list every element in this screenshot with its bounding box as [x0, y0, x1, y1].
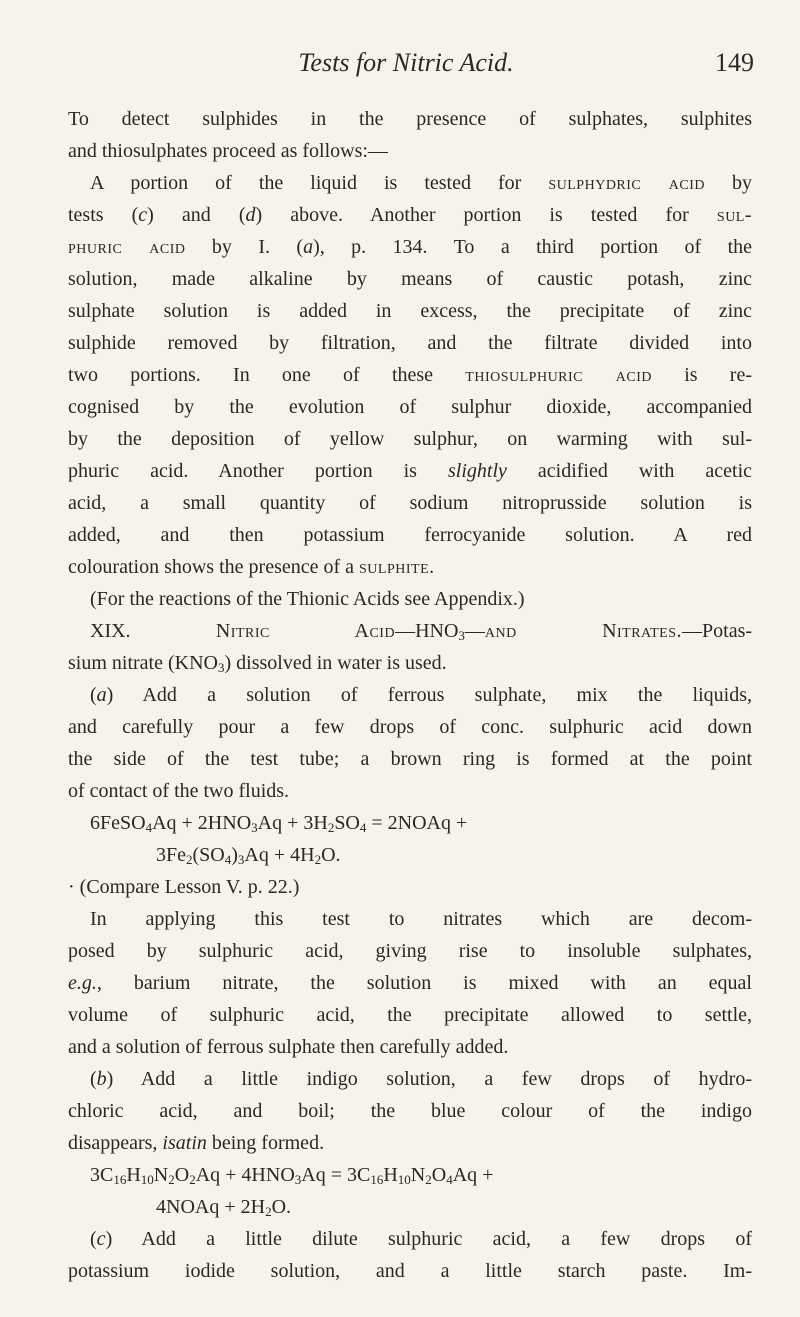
text-line: phuric acid. Another portion is slightly acidified with acetic: [68, 460, 752, 482]
text-line: sulphide removed by filtration, and the filtrate divided into: [68, 332, 752, 354]
text-line: · (Compare Lesson V. p. 22.): [68, 876, 300, 898]
text-line: tests (c) and (d) above. Another portion is tested for sul-: [68, 204, 752, 226]
equation-line: $3C_{16}H_{10}N_2O_2Aq + 4HNO_3Aq = 3C_{16}H_{10}N_2O_4Aq$ +: [90, 1164, 494, 1187]
text-line: (c) Add a little dilute sulphuric acid, a few drops of: [90, 1228, 752, 1250]
text-line: potassium iodide solution, and a little starch paste. Im-: [68, 1260, 752, 1282]
section-heading-line: XIX. Nitric $Acid—HNO_3—and$ Nitrates.—Potas-: [90, 620, 752, 643]
equation-line: 6FeSO$_4$Aq + $2HNO_3Aq + 3H_2SO_4$ = 2NOAq +: [90, 812, 468, 835]
running-title: Tests for Nitric Acid.: [298, 48, 514, 77]
text-line: chloric acid, and boil; the blue colour of the indigo: [68, 1100, 752, 1122]
text-line: In applying this test to nitrates which are decom-: [90, 908, 752, 930]
text-line: the side of the test tube; a brown ring is formed at the point: [68, 748, 752, 770]
text-line: sium nitrate $(KNO_3)$ dissolved in water is used.: [68, 652, 447, 675]
text-line: colouration shows the presence of a sulphite.: [68, 556, 435, 578]
text-line: phuric acid by I. (a), p. 134. To a third portion of the: [68, 236, 752, 258]
text-line: solution, made alkaline by means of caustic potash, zinc: [68, 268, 752, 290]
text-line: disappears, isatin being formed.: [68, 1132, 325, 1154]
text-line: (a) Add a solution of ferrous sulphate, mix the liquids,: [90, 684, 752, 706]
running-header: [0, 48, 800, 88]
text-line: posed by sulphuric acid, giving rise to insoluble sulphates,: [68, 940, 752, 962]
text-line: A portion of the liquid is tested for sulphydric acid by: [90, 172, 752, 194]
text-line: by the deposition of yellow sulphur, on warming with sul-: [68, 428, 752, 450]
text-line: volume of sulphuric acid, the precipitate allowed to settle,: [68, 1004, 752, 1026]
text-line: cognised by the evolution of sulphur dioxide, accompanied: [68, 396, 752, 418]
text-line: two portions. In one of these thiosulphuric acid is re-: [68, 364, 752, 386]
text-line: (For the reactions of the Thionic Acids see Appendix.): [90, 588, 525, 610]
text-line: (b) Add a little indigo solution, a few drops of hydro-: [90, 1068, 752, 1090]
equation-line: 4NOAq + $2H_2O$.: [156, 1196, 292, 1219]
text-line: of contact of the two fluids.: [68, 780, 290, 802]
text-line: added, and then potassium ferrocyanide solution. A red: [68, 524, 752, 546]
text-line: To detect sulphides in the presence of sulphates, sulphites: [68, 108, 752, 130]
text-line: and a solution of ferrous sulphate then carefully added.: [68, 1036, 509, 1058]
main-text: [68, 103, 752, 1287]
page-number: 149: [715, 48, 754, 77]
text-line: and thiosulphates proceed as follows:—: [68, 140, 388, 162]
text-line: sulphate solution is added in excess, the precipitate of zinc: [68, 300, 752, 322]
text-line: and carefully pour a few drops of conc. sulphuric acid down: [68, 716, 752, 738]
equation-line: $3Fe_2(SO_4)_3Aq + 4H_2O$.: [156, 844, 341, 867]
text-line: acid, a small quantity of sodium nitroprusside solution is: [68, 492, 752, 514]
text-line: e.g., barium nitrate, the solution is mixed with an equal: [68, 972, 752, 994]
